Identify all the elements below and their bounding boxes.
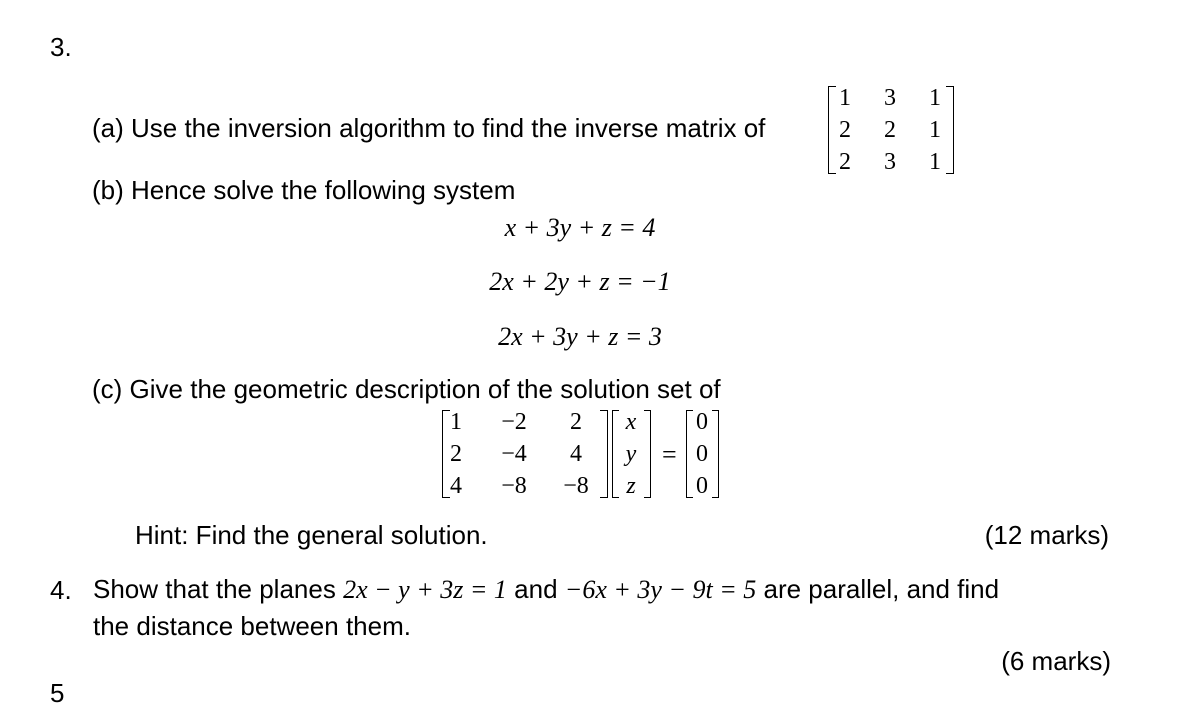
zero-vector bbox=[686, 406, 718, 502]
matrix-a-cell: 2 bbox=[884, 117, 896, 143]
question-4-line-2: the distance between them. bbox=[93, 611, 411, 641]
equation-3: 2x + 3y + z = 3 bbox=[498, 322, 662, 351]
q3-marks: (12 marks) bbox=[984, 520, 1109, 550]
zero-vector-right-bracket bbox=[712, 410, 719, 498]
zero-vector-cell: 0 bbox=[696, 441, 708, 467]
matrix-c-cell: 2 bbox=[450, 441, 462, 467]
matrix-c-cell: 2 bbox=[570, 409, 582, 435]
matrix-c-right-bracket bbox=[600, 410, 608, 498]
matrix-a-cell: 1 bbox=[929, 149, 941, 175]
matrix-a-cell: 1 bbox=[839, 85, 851, 111]
part-b-text: (b) Hence solve the following system bbox=[92, 175, 516, 205]
matrix-a-cell: 2 bbox=[839, 117, 851, 143]
plane-1-equation: 2x − y + 3z = 1 bbox=[343, 575, 507, 604]
matrix-c-cell: −8 bbox=[501, 473, 527, 499]
matrix-a-cell: 1 bbox=[929, 85, 941, 111]
matrix-a bbox=[828, 82, 956, 178]
equals-sign: = bbox=[662, 440, 677, 469]
matrix-a-right-bracket bbox=[946, 86, 954, 174]
matrix-a-cell: 1 bbox=[929, 117, 941, 143]
question-4-line-1 bbox=[93, 576, 999, 603]
question-5-number: 5 bbox=[50, 678, 65, 708]
matrix-a-cell: 2 bbox=[839, 149, 851, 175]
part-a-text: (a) Use the inversion algorithm to find the inverse matrix of bbox=[92, 113, 766, 143]
vector-right-bracket bbox=[644, 410, 651, 498]
question-4-number: 4. bbox=[50, 575, 72, 605]
matrix-c-cell: −4 bbox=[501, 441, 527, 467]
question-3-number: 3. bbox=[50, 32, 72, 62]
equation-1: x + 3y + z = 4 bbox=[504, 213, 656, 242]
matrix-c-cell: −2 bbox=[501, 409, 527, 435]
q4-and: and bbox=[514, 574, 558, 604]
matrix-a-cell: 3 bbox=[884, 85, 896, 111]
hint-text: Hint: Find the general solution. bbox=[135, 520, 488, 550]
plane-2-equation: −6x + 3y − 9t = 5 bbox=[564, 575, 757, 604]
matrix-c-cell: 4 bbox=[570, 441, 582, 467]
matrix-c-cell: −8 bbox=[563, 473, 589, 499]
matrix-a-cell: 3 bbox=[884, 149, 896, 175]
vector-cell: z bbox=[626, 473, 636, 499]
zero-vector-cell: 0 bbox=[696, 409, 708, 435]
zero-vector-cell: 0 bbox=[696, 473, 708, 499]
vector-cell: x bbox=[625, 409, 637, 435]
variable-vector bbox=[612, 406, 650, 502]
part-c-text: (c) Give the geometric description of the solution set of bbox=[92, 374, 721, 404]
q4-text-pre: Show that the planes bbox=[93, 574, 336, 604]
q4-text-post: are parallel, and find bbox=[763, 574, 1000, 604]
equation-2: 2x + 2y + z = −1 bbox=[489, 267, 671, 296]
matrix-c-cell: 4 bbox=[450, 473, 462, 499]
matrix-c bbox=[442, 406, 607, 502]
vector-cell: y bbox=[625, 441, 637, 467]
matrix-c-cell: 1 bbox=[450, 409, 462, 435]
q4-marks: (6 marks) bbox=[1001, 646, 1111, 676]
